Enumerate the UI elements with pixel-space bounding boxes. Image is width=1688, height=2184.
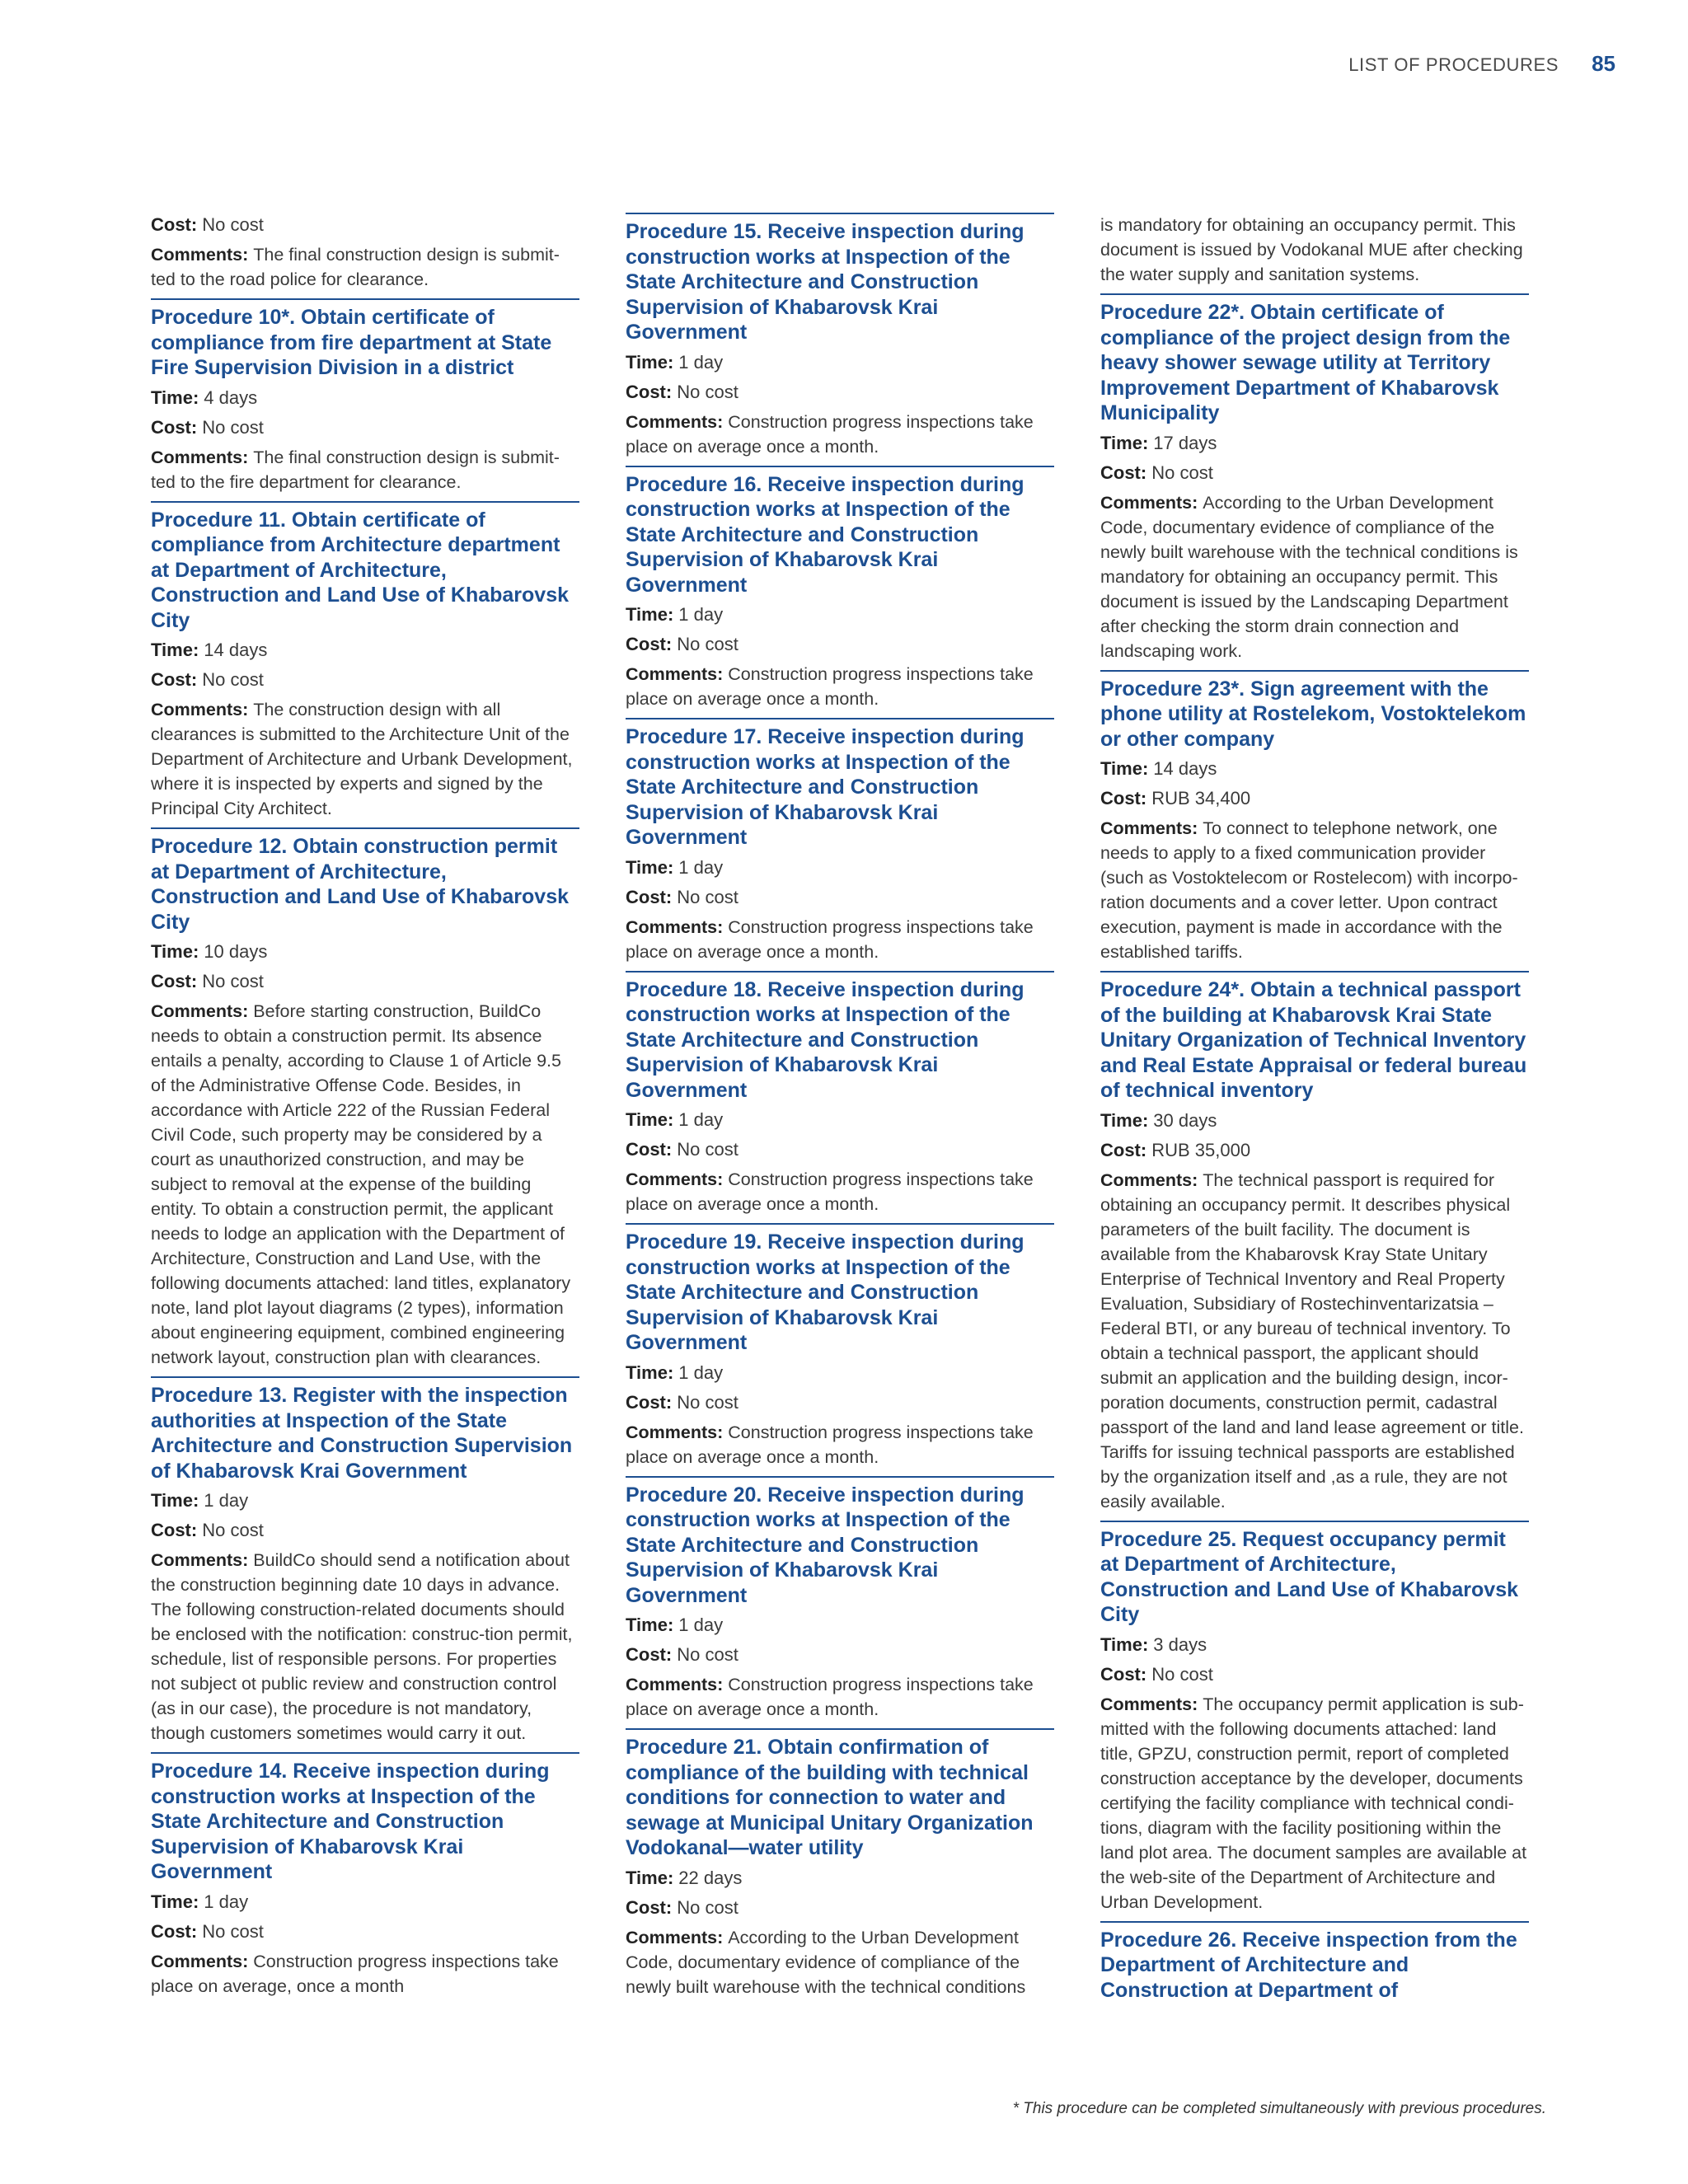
procedure-title: Procedure 20. Receive inspection during construction works at Inspection of the State Architecture and Construction Supervision of Khabarovsk Krai Government <box>626 1483 1025 1607</box>
time-label: Time: <box>626 604 674 625</box>
cost-value: RUB 35,000 <box>1151 1139 1251 1160</box>
procedure-20 <box>626 1476 1054 1722</box>
procedure-11 <box>151 501 579 822</box>
comments-text: Before starting construction, BuildCo needs to obtain a construction permit. Its absence entails a penalty, according to Clause 1 of Article 9.5 of the Administrative Offense Code. Besides, in accordance with Article 222 of the Russian Federal Civil Code, such property may be considered by a court as unauthorized construction, and may be subject to removal at the expense of the building entity. To obtain a construction permit, the applicant needs to lodge an application with the Department of Architecture, Construction and Land Use, with the following documents attached: land titles, explanatory note, land plot layout diagrams (2 types), information about engineering equipment, combined engineering network layout, construction plan with clearances. <box>151 1001 571 1367</box>
comments-text: Construction progress inspections take place on average once a month. <box>626 1169 1034 1214</box>
procedure-26 <box>1100 1921 1529 2004</box>
time-label: Time: <box>151 640 199 660</box>
page-header <box>1348 51 1615 77</box>
procedure-title: Procedure 26. Receive inspection from the Department of Architecture and Construction at Department of <box>1100 1928 1517 2002</box>
comments-text: The final construction design is submit-ted to the fire department for clearance. <box>151 447 560 492</box>
cost-label: Cost: <box>151 971 198 991</box>
comments-text: The construction design with all clearances is submitted to the Architecture Unit of the Department of Architecture and Urbank Development, where it is inspected by experts and signed by the Principal City Architect. <box>151 700 573 818</box>
cost-label: Cost: <box>1100 1139 1147 1160</box>
procedure-14 <box>151 1752 579 1999</box>
time-value: 1 day <box>678 1361 724 1383</box>
procedure-21 <box>626 1728 1054 1999</box>
time-value: 22 days <box>678 1867 743 1888</box>
comments-text: The technical passport is required for obtaining an occupancy permit. It describes physical parameters of the built facility. The document is available from the Khabarovsk Kray State Unitary Enterprise of Technical Inventory and Real Property Evaluation, Subsidiary of Rostechinventarizatsia – Federal BTI, or any bureau of technical inventory. To obtain a technical passport, the applicant should submit an application and the building design, incor-poration documents, construction permit, cadastral passport of the land and land lease agreement or title. Tariffs for issuing technical passports are established by the organization itself and ,as a rule, they are not easily available. <box>1100 1169 1524 1511</box>
footnote: * This procedure can be completed simultaneously with previous procedures. <box>1012 2100 1546 2117</box>
comments-label: Comments: <box>1100 1694 1198 1714</box>
cost-label: Cost: <box>151 669 198 690</box>
cost-label: Cost: <box>626 381 673 402</box>
procedure-title: Procedure 15. Receive inspection during construction works at Inspection of the State Architecture and Construction Supervision of Khabarovsk Krai Government <box>626 220 1025 344</box>
time-value: 1 day <box>678 604 724 625</box>
time-value: 1 day <box>678 856 724 878</box>
time-value: 14 days <box>1153 758 1217 779</box>
comments-label: Comments: <box>626 1422 724 1442</box>
time-label: Time: <box>1100 432 1149 453</box>
procedure-23 <box>1100 670 1529 965</box>
comments-text: BuildCo should send a notification about the construction beginning date 10 days in advance. The following construction-related documents should be enclosed with the notification: construc-tion permit, schedule, list of responsible persons. For properties not subject ot public review and construction control (as in our case), the procedure is not mandatory, though customers sometimes would carry it out. <box>151 1550 573 1743</box>
procedure-title: Procedure 11. Obtain certificate of compliance from Architecture department at Department of Architecture, Construction and Land Use of Khabarovsk City <box>151 508 570 632</box>
cost-value: No cost <box>1151 462 1213 483</box>
cost-value: No cost <box>202 971 264 991</box>
comments-label: Comments: <box>1100 1169 1198 1190</box>
comments-label: Comments: <box>1100 818 1198 838</box>
comments-label: Comments: <box>626 411 724 432</box>
procedure-title: Procedure 25. Request occupancy permit at Department of Architecture, Construction and Land Use of Khabarovsk City <box>1100 1527 1519 1626</box>
comments-text: The final construction design is submit-ted to the road police for clearance. <box>151 245 560 289</box>
time-value: 30 days <box>1153 1109 1217 1131</box>
cost-label: Cost: <box>626 1391 673 1413</box>
procedure-title: Procedure 18. Receive inspection during construction works at Inspection of the State Architecture and Construction Supervision of Khabarovsk Krai Government <box>626 977 1025 1102</box>
time-value: 3 days <box>1153 1633 1207 1655</box>
time-label: Time: <box>1100 1109 1149 1131</box>
continued-procedure <box>151 213 579 292</box>
cost-label: Cost: <box>151 1920 198 1942</box>
time-label: Time: <box>1100 1633 1149 1655</box>
time-label: Time: <box>151 941 199 962</box>
procedure-title: Procedure 13. Register with the inspection authorities at Inspection of the State Architecture and Construction Supervision of Khabarovsk Krai Government <box>151 1384 573 1483</box>
procedure-12 <box>151 827 579 1370</box>
comments-label: Comments: <box>151 700 249 719</box>
cost-label: Cost: <box>1100 788 1147 808</box>
time-value: 1 day <box>678 351 724 373</box>
time-label: Time: <box>626 1361 674 1383</box>
time-label: Time: <box>626 1615 674 1635</box>
procedure-24 <box>1100 971 1529 1514</box>
procedure-title: Procedure 24*. Obtain a technical passport of the building at Khabarovsk Krai State Unitary Organization of Technical Inventory and Real Estate Appraisal or federal bureau of technical inventory <box>1100 978 1527 1102</box>
procedure-title: Procedure 10*. Obtain certificate of compliance from fire department at State Fire Supervision Division in a district <box>151 306 552 379</box>
procedure-18 <box>626 971 1054 1217</box>
cost-value: No cost <box>202 214 264 235</box>
cost-value: No cost <box>677 1896 738 1918</box>
cost-label: Cost: <box>626 1896 673 1918</box>
comments-label: Comments: <box>626 1675 724 1694</box>
procedure-17 <box>626 718 1054 964</box>
section-title: LIST OF PROCEDURES <box>1348 54 1559 75</box>
comments-label: Comments: <box>151 1001 249 1021</box>
procedure-title: Procedure 21. Obtain confirmation of compliance of the building with technical conditions for connection to water and sewage at Municipal Unitary Organization Vodokanal—water utility <box>626 1736 1034 1859</box>
time-value: 4 days <box>204 387 258 408</box>
cost-label: Cost: <box>151 416 198 438</box>
comments-text: Construction progress inspections take place on average once a month. <box>626 916 1034 962</box>
continued-comments-text: is mandatory for obtaining an occupancy permit. This document is issued by Vodokanal MUE after checking the water supply and sanitation systems. <box>1100 215 1523 284</box>
cost-label: Cost: <box>1100 462 1147 483</box>
comments-label: Comments: <box>151 245 249 265</box>
cost-label: Cost: <box>151 214 198 235</box>
comments-label: Comments: <box>626 916 724 937</box>
cost-value: No cost <box>202 669 264 690</box>
comments-text: According to the Urban Development Code, documentary evidence of compliance of the newly built warehouse with the technical conditions is mandatory for obtaining an occupancy permit. This document is issued by the Landscaping Department after checking the storm drain connection and landscaping work. <box>1100 492 1518 661</box>
procedure-title: Procedure 17. Receive inspection during construction works at Inspection of the State Architecture and Construction Supervision of Khabarovsk Krai Government <box>626 725 1025 849</box>
comments-text: The occupancy permit application is sub-mitted with the following documents attached: land title, GPZU, construction permit, report of completed construction acceptance by the developer, documents certifying the facility compliance with technical condi-tions, diagram with the facility positioning within the land plot area. The document samples are available at the web-site of the Department of Architecture and Urban Development. <box>1100 1694 1527 1912</box>
comments-label: Comments: <box>626 1169 724 1189</box>
procedure-15 <box>626 213 1054 459</box>
cost-label: Cost: <box>151 1520 198 1540</box>
cost-label: Cost: <box>1100 1663 1147 1685</box>
time-label: Time: <box>151 387 199 408</box>
comments-label: Comments: <box>151 1550 249 1570</box>
procedure-16 <box>626 466 1054 712</box>
comments-label: Comments: <box>151 1951 249 1971</box>
comments-label: Comments: <box>151 447 249 467</box>
time-label: Time: <box>1100 758 1149 779</box>
cost-label: Cost: <box>626 1139 673 1160</box>
procedure-title: Procedure 12. Obtain construction permit at Department of Architecture, Construction and Land Use of Khabarovsk City <box>151 835 570 934</box>
procedure-title: Procedure 19. Receive inspection during construction works at Inspection of the State Architecture and Construction Supervision of Khabarovsk Krai Government <box>626 1230 1025 1354</box>
cost-label: Cost: <box>626 1644 673 1665</box>
procedure-title: Procedure 14. Receive inspection during construction works at Inspection of the State Architecture and Construction Supervision of Khabarovsk Krai Government <box>151 1760 550 1883</box>
cost-value: No cost <box>677 1644 738 1665</box>
time-value: 1 day <box>678 1615 724 1635</box>
procedure-22 <box>1100 293 1529 663</box>
time-value: 1 day <box>204 1891 249 1912</box>
comments-label: Comments: <box>626 664 724 684</box>
cost-value: No cost <box>202 416 264 438</box>
cost-value: No cost <box>677 886 738 907</box>
cost-label: Cost: <box>626 886 673 907</box>
cost-value: RUB 34,400 <box>1151 788 1251 808</box>
cost-value: No cost <box>677 634 738 654</box>
time-label: Time: <box>626 1867 674 1888</box>
cost-label: Cost: <box>626 634 673 654</box>
time-label: Time: <box>151 1891 199 1912</box>
time-label: Time: <box>626 856 674 878</box>
column-3 <box>1100 213 1529 2008</box>
time-label: Time: <box>626 1109 674 1130</box>
comments-text: According to the Urban Development Code, documentary evidence of compliance of the newly built warehouse with the technical conditions <box>626 1927 1026 1997</box>
comments-text: Construction progress inspections take place on average once a month. <box>626 411 1034 457</box>
cost-value: No cost <box>1151 1663 1213 1685</box>
comments-text: Construction progress inspections take place on average once a month. <box>626 1422 1034 1467</box>
comments-text: Construction progress inspections take place on average once a month. <box>626 1675 1034 1719</box>
procedure-25 <box>1100 1521 1529 1915</box>
time-value: 14 days <box>204 640 268 660</box>
cost-value: No cost <box>202 1520 264 1540</box>
comments-label: Comments: <box>1100 492 1198 513</box>
column-2 <box>626 213 1054 2004</box>
procedure-19 <box>626 1223 1054 1469</box>
cost-value: No cost <box>677 1139 738 1160</box>
comments-label: Comments: <box>626 1927 724 1947</box>
column-1 <box>151 213 579 2004</box>
time-label: Time: <box>626 351 674 373</box>
comments-text: Construction progress inspections take place on average, once a month <box>151 1951 559 1996</box>
cost-value: No cost <box>202 1920 264 1942</box>
comments-text: Construction progress inspections take place on average once a month. <box>626 664 1034 709</box>
page-number: 85 <box>1592 51 1615 76</box>
comments-text: To connect to telephone network, one needs to apply to a fixed communication provider (such as Vostoktelecom or Rostelecom) with incorpo-ration documents and a cover letter. Upon contract execution, payment is made in accordance with the established tariffs. <box>1100 818 1518 962</box>
time-value: 10 days <box>204 941 268 962</box>
time-value: 1 day <box>678 1109 724 1130</box>
procedure-title: Procedure 23*. Sign agreement with the phone utility at Rostelekom, Vostoktelekom or other company <box>1100 677 1526 751</box>
time-value: 1 day <box>204 1490 249 1511</box>
procedure-13 <box>151 1376 579 1746</box>
procedure-title: Procedure 16. Receive inspection during construction works at Inspection of the State Architecture and Construction Supervision of Khabarovsk Krai Government <box>626 472 1025 597</box>
cost-value: No cost <box>677 381 738 402</box>
time-value: 17 days <box>1153 432 1217 453</box>
procedure-10 <box>151 298 579 494</box>
cost-value: No cost <box>677 1391 738 1413</box>
time-label: Time: <box>151 1490 199 1511</box>
procedure-title: Procedure 22*. Obtain certificate of compliance of the project design from the heavy shower sewage utility at Territory Improvement Department of Khabarovsk Municipality <box>1100 301 1511 424</box>
